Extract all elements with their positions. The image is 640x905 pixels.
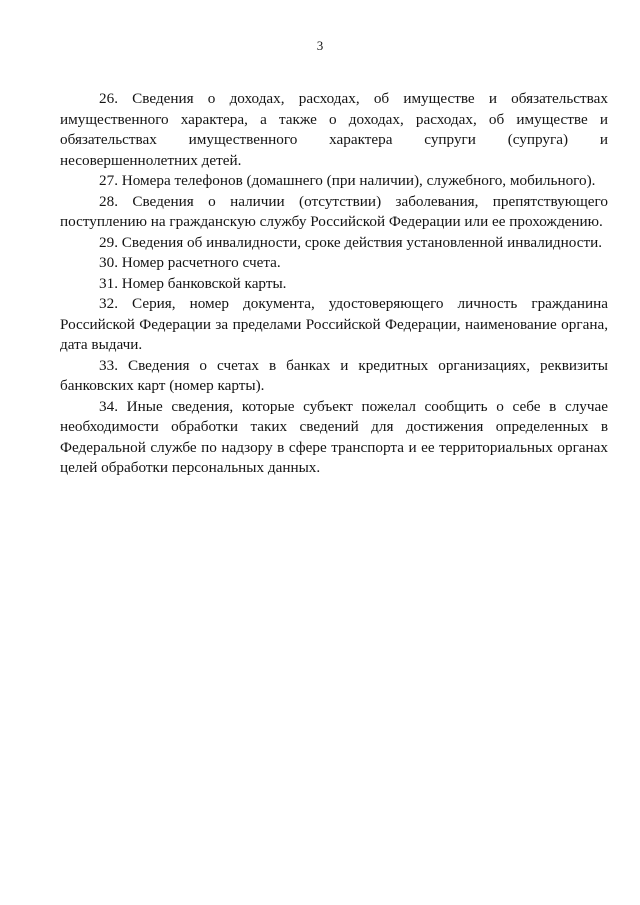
document-body	[60, 89, 608, 479]
paragraph-28: 28. Сведения о наличии (отсутствии) заболевания, препятствующего поступлению на гражданскую службу Российской Федерации или ее прохождению.	[60, 192, 608, 230]
paragraph-34: 34. Иные сведения, которые субъект пожелал сообщить о себе в случае необходимости обработки таких сведений для достижения определенных в Федеральной службе по надзору в сфере транспорта и ее территориальных органах целей обработки персональных данных.	[60, 397, 608, 476]
paragraph-31: 31. Номер банковской карты.	[99, 274, 287, 292]
paragraph-30: 30. Номер расчетного счета.	[99, 254, 281, 271]
paragraph-33: 33. Сведения о счетах в банках и кредитных организациях, реквизиты банковских карт (номер карты).	[60, 356, 608, 394]
paragraph-32: 32. Серия, номер документа, удостоверяющего личность гражданина Российской Федерации за пределами Российской Федерации, наименование органа, дата выдачи.	[60, 295, 608, 353]
paragraph-29: 29. Сведения об инвалидности, сроке действия установленной инвалидности.	[99, 233, 603, 251]
page-number: 3	[316, 38, 324, 53]
paragraph-26: 26. Сведения о доходах, расходах, об имуществе и обязательствах имущественного характера, а также о доходах, расходах, об имуществе и обязательствах имущественного характера супруги (супруга) и несовершеннолетних детей.	[60, 90, 608, 169]
paragraph-27: 27. Номера телефонов (домашнего (при наличии), служебного, мобильного).	[99, 172, 596, 189]
